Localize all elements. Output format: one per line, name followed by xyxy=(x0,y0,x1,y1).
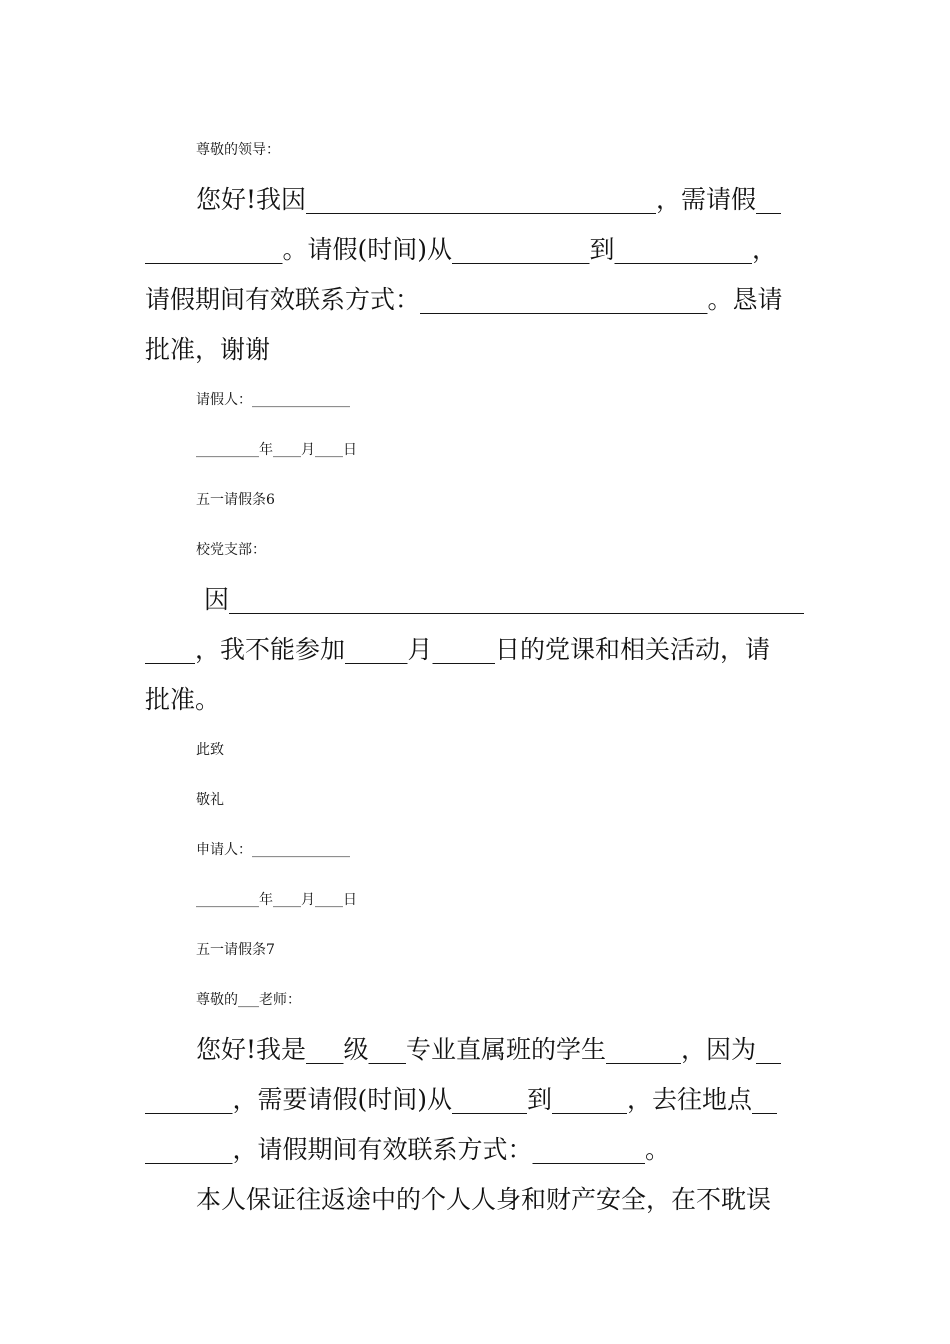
body-line: 批准，谢谢 xyxy=(145,335,271,364)
body-line: ____，我不能参加_____月_____日的党课和相关活动，请 xyxy=(145,635,771,664)
body-line: 您好!我是___级___专业直属班的学生______，因为__ xyxy=(196,1035,782,1064)
applicant-line: 申请人：______________ xyxy=(196,842,350,858)
body-line: 本人保证往返途中的个人人身和财产安全，在不耽误 xyxy=(196,1185,772,1214)
body-line: ___________。请假(时间)从___________到___________， xyxy=(145,235,778,264)
body-line: _______，请假期间有效联系方式：_________。 xyxy=(145,1135,671,1164)
section-title: 五一请假条6 xyxy=(196,492,275,508)
salutation: 尊敬的___老师： xyxy=(196,992,301,1008)
body-line: 您好!我因____________________________，需请假__ xyxy=(196,185,782,214)
applicant-line: 请假人：______________ xyxy=(196,392,350,408)
closing-line: 敬礼 xyxy=(196,792,224,808)
salutation: 尊敬的领导： xyxy=(196,142,280,158)
date-line: _________年____月____日 xyxy=(196,892,357,908)
body-line: 批准。 xyxy=(145,685,221,714)
body-line: 因______________________________________________ xyxy=(196,585,804,614)
body-line: _______，需要请假(时间)从______到______，去往地点__ xyxy=(145,1085,778,1114)
section-title: 五一请假条7 xyxy=(196,942,275,958)
closing-line: 此致 xyxy=(196,742,224,758)
date-line: _________年____月____日 xyxy=(196,442,357,458)
body-line: 请假期间有效联系方式：_______________________。恳请 xyxy=(145,285,783,314)
salutation: 校党支部： xyxy=(196,542,266,558)
